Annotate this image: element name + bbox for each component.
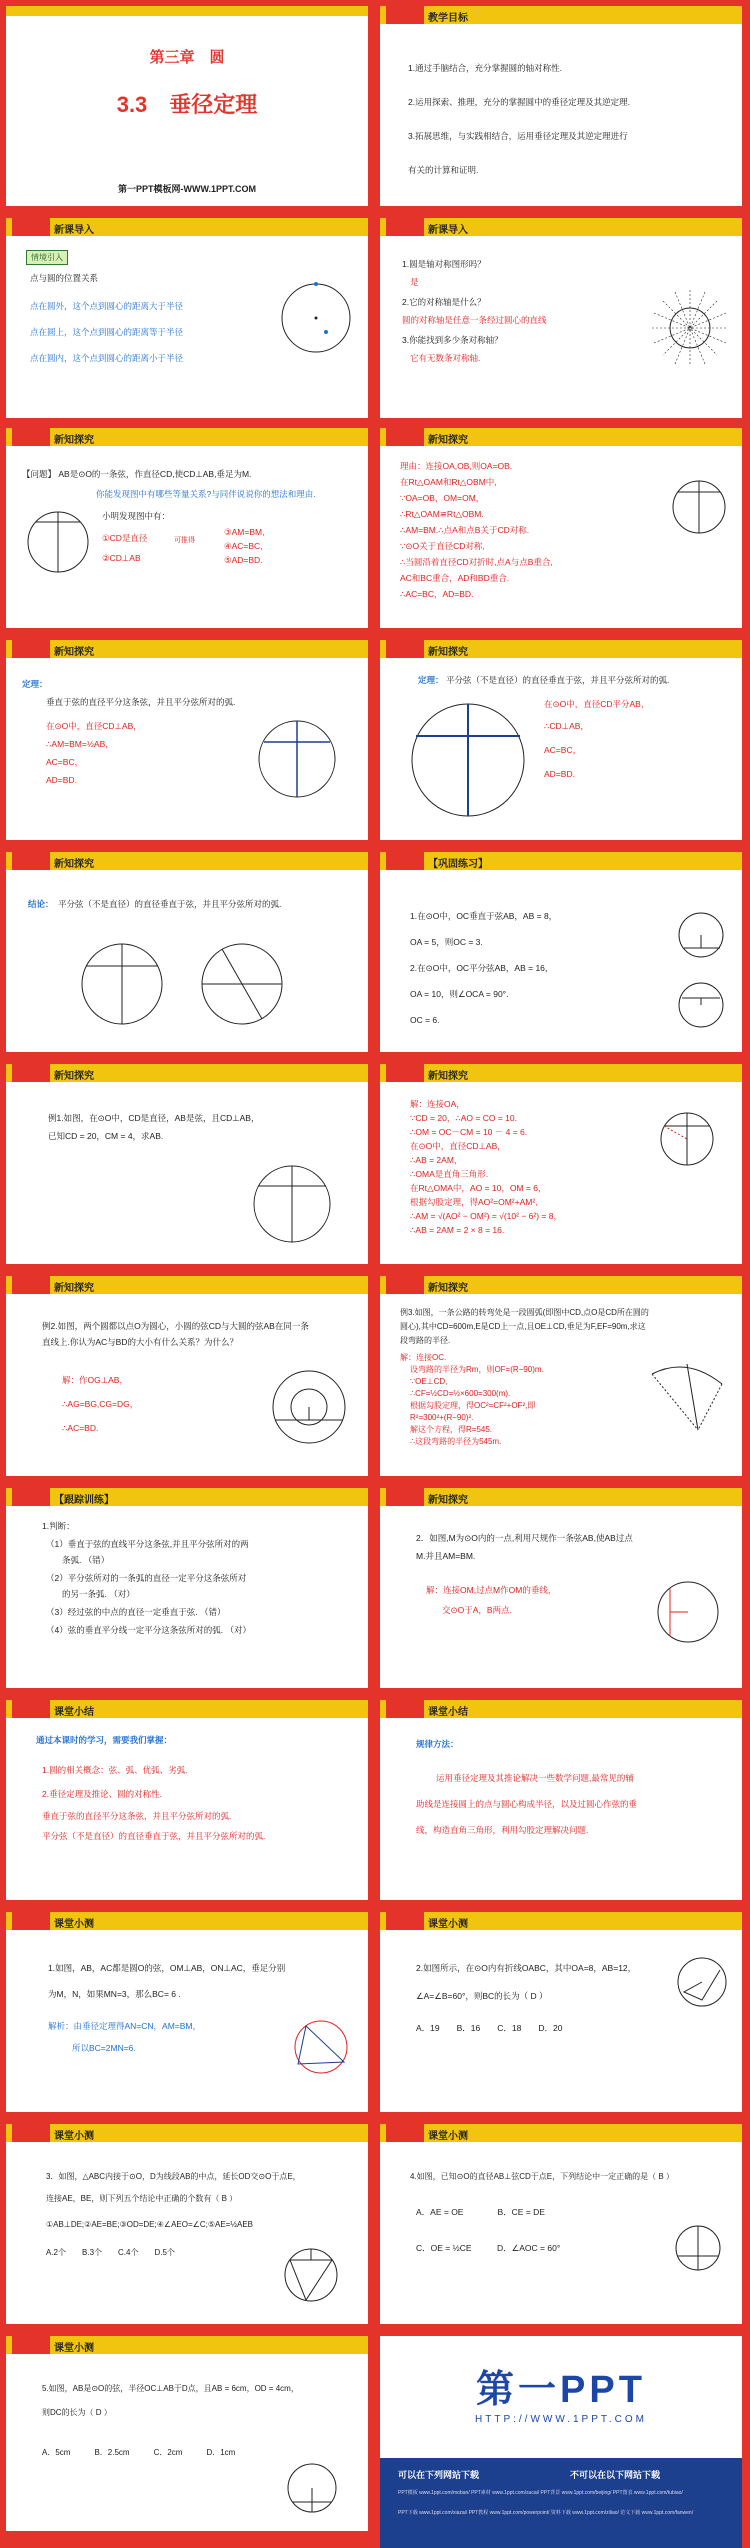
header-bar	[6, 1276, 368, 1294]
circle-figure	[276, 278, 356, 358]
result-1: ③AM=BM,	[224, 527, 265, 537]
converse-line-1: 在⊙O中，直径CD平分AB，	[544, 699, 650, 709]
header-bar	[380, 1276, 742, 1294]
example3-sol-4: ∴CF=½CD=½×600=300(m).	[410, 1389, 511, 1398]
quiz2-options: A．19 B．16 C．18 D．20	[416, 2023, 563, 2033]
quiz3-line-2: 连接AE，BE，则下列五个结论中正确的个数有（ B ）	[46, 2194, 238, 2203]
site-list-2: PPT下载 www.1ppt.com/xiazai/ PPT教程 www.1ppt.com/powerpoint/ 资料下载 www.1ppt.com/ziliao/ 范文下载 www.1ppt.com/fanwen/	[398, 2510, 694, 2516]
allowed-heading: 可以在下列网站下载	[398, 2470, 480, 2480]
reason-line-8: AC和BC重合，AD和BD重合.	[400, 573, 510, 583]
tracking-line-2: （1）垂直于弦的直线平分这条弦,并且平分弦所对的两	[46, 1539, 249, 1549]
slide-header: 新知探究	[54, 1071, 94, 1082]
situation-box: 情境引入	[26, 250, 68, 265]
slide-example-3	[380, 1276, 742, 1476]
solution1-line-1: 解：连接OA，	[410, 1099, 465, 1109]
objective-1: 1.通过手脑结合，充分掌握圆的轴对称性.	[408, 63, 562, 73]
header-bar	[6, 1488, 368, 1506]
top-band	[6, 6, 368, 16]
slide-construction	[380, 1488, 742, 1688]
result-2: ④AC=BC,	[224, 541, 263, 551]
header-bar	[380, 1488, 742, 1506]
conclusion-figure-1	[72, 934, 172, 1034]
reason-line-6: ∵⊙O关于直径CD对称,	[400, 541, 485, 551]
slide-reason	[380, 428, 742, 628]
download-panel	[380, 2458, 742, 2548]
theorem-def: 垂直于弦的直径平分这条弦，并且平分弦所对的弧.	[46, 697, 236, 707]
theorem-figure	[252, 714, 342, 804]
solution1-line-7: 在Rt△OMA中，AO = 10，OM = 6，	[410, 1183, 547, 1193]
methods-line-1: 运用垂径定理及其推论解决一些数学问题,最常见的辅	[436, 1773, 634, 1783]
converse-line-3: AC=BC，	[544, 745, 582, 755]
lesson-title: 3.3 垂径定理	[116, 92, 258, 117]
header-bar	[380, 640, 742, 658]
construction-figure	[650, 1574, 726, 1650]
quiz3-figure	[276, 2240, 346, 2310]
example3-line-2: 圆心),其中CD=600m,E是CD上一点,且OE⊥CD,垂足为F,EF=90m,求这	[400, 1322, 646, 1331]
slide-problem	[6, 428, 368, 628]
solution1-line-6: ∴OMA是直角三角形.	[410, 1169, 489, 1179]
slide-converse	[380, 640, 742, 840]
header-bar	[380, 1700, 742, 1718]
slide-header: 新知探究	[54, 1283, 94, 1294]
slide-header: 新知探究	[428, 435, 468, 446]
infer-arrow: 可推得	[174, 537, 195, 544]
quiz5-figure	[280, 2456, 344, 2520]
quiz1-line-2: 为M，N，如果MN=3，那么BC= 6 .	[48, 1989, 181, 1999]
tracking-line-1: 1.判断：	[42, 1521, 75, 1531]
theorem-line-3: AC=BC，	[46, 757, 84, 767]
tracking-line-4: （2）平分弦所对的一条弧的直径一定平分这条弦所对	[46, 1573, 247, 1583]
practice-figure-1	[674, 908, 728, 962]
reason-line-2: 在Rt△OAM和Rt△OBM中,	[400, 477, 497, 487]
brand-url: HTTP://WWW.1PPT.COM	[475, 2414, 647, 2425]
conclusion-def: 平分弦（不是直径）的直径垂直于弦，并且平分弦所对的弧.	[58, 899, 282, 909]
slide-header: 【巩固练习】	[428, 859, 488, 870]
quiz5-line-2: 则DC的长为（ D ）	[42, 2408, 112, 2417]
summary-lead: 通过本课时的学习，需要我们掌握：	[36, 1735, 173, 1745]
example2-sol-2: ∴AG=BG,CG=DG，	[62, 1399, 139, 1409]
slide-header: 新知探究	[54, 435, 94, 446]
header-bar	[6, 2124, 368, 2142]
slide-example-2	[6, 1276, 368, 1476]
construction-line-1: 2．如图,M为⊙O内的一点,利用尺规作一条弦AB,使AB过点	[416, 1533, 633, 1543]
problem-question: 你能发现图中有哪些等量关系?与同伴说说你的想法和理由.	[96, 489, 316, 499]
header-bar	[6, 428, 368, 446]
slide-conclusion	[6, 852, 368, 1052]
quiz1-sol-2: 所以BC=2MN=6.	[72, 2043, 136, 2053]
example1-line-2: 已知CD = 20，CM = 4，求AB.	[48, 1131, 164, 1141]
construction-sol-1: 解：连接OM,过点M作OM的垂线，	[426, 1585, 557, 1595]
solution1-line-5: ∴AB = 2AM，	[410, 1155, 463, 1165]
logo-area	[380, 2336, 742, 2458]
header-bar	[380, 852, 742, 870]
header-bar	[6, 1064, 368, 1082]
theorem-line-2: ∴AM=BM=½AB，	[46, 739, 114, 749]
slide-objectives	[380, 6, 742, 206]
tracking-line-3: 条弧. （错）	[62, 1555, 110, 1565]
slide-solution-1	[380, 1064, 742, 1264]
conclusion-figure-2	[192, 934, 292, 1034]
conclusion-label: 结论：	[28, 899, 54, 909]
reason-line-7: ∴当圆沿着直径CD对折时,点A与点B重合,	[400, 557, 553, 567]
slide-header: 新知探究	[428, 1283, 468, 1294]
example3-sol-7: 解这个方程，得R=545.	[410, 1425, 493, 1434]
converse-line-2: ∴CD⊥AB，	[544, 721, 589, 731]
reason-line-4: ∴Rt△OAM≌Rt△OBM.	[400, 509, 484, 519]
site-list-1: PPT模板 www.1ppt.com/moban/ PPT素材 www.1ppt.com/sucai/ PPT背景 www.1ppt.com/beijing/ PPT图表 www.1ppt.com/tubiao/	[398, 2490, 683, 2496]
example2-figure	[266, 1364, 352, 1450]
header-bar	[6, 1912, 368, 1930]
objective-3: 3.拓展思维，与实践相结合，运用垂径定理及其逆定理进行	[408, 131, 628, 141]
quiz2-line-2: ∠A=∠B=60°，则BC的长为（ D ）	[416, 1991, 548, 2001]
slide-header: 新知探究	[428, 1495, 468, 1506]
tracking-line-7: （4）弦的垂直平分线一定平分这条弦所对的弧. （对）	[46, 1625, 251, 1635]
slide-header: 课堂小测	[54, 1919, 94, 1930]
disallowed-heading: 不可以在以下网站下载	[570, 2470, 661, 2480]
question-2: 2.它的对称轴是什么？	[402, 297, 486, 307]
objective-3b: 有关的计算和证明.	[408, 165, 479, 175]
header-bar	[380, 218, 742, 236]
header-bar	[6, 218, 368, 236]
example3-sol-3: ∵OE⊥CD,	[410, 1377, 448, 1386]
slide-header: 课堂小结	[428, 1707, 468, 1718]
quiz4-options-1: A．AE = OE B．CE = DE	[416, 2207, 545, 2217]
quiz1-line-1: 1.如图，AB，AC都是圆O的弦，OM⊥AB，ON⊥AC，垂足分别	[48, 1963, 286, 1973]
example3-sol-5: 根据勾股定理，得OC²=CF²+OF²,即	[410, 1401, 536, 1410]
construction-sol-2: 交⊙O于A，B两点.	[442, 1605, 512, 1615]
reason-line-9: ∴AC=BC，AD=BD.	[400, 589, 474, 599]
summary-line-2: 2.垂径定理及推论、圆的对称性.	[42, 1789, 162, 1799]
quiz2-figure	[672, 1952, 732, 2012]
example2-line-1: 例2.如图，两个圆都以点O为圆心，小圆的弦CD与大圆的弦AB在同一条	[42, 1321, 309, 1331]
slide-intro	[6, 218, 368, 418]
slide-header: 课堂小测	[428, 2131, 468, 2142]
construction-line-2: M.并且AM=BM.	[416, 1551, 476, 1561]
slide-quiz-2	[380, 1912, 742, 2112]
slide-header: 新知探究	[428, 1071, 468, 1082]
brand-logo: 第一PPT	[476, 2369, 646, 2411]
slide-practice	[380, 852, 742, 1052]
practice-line-4: OA = 10，则∠OCA = 90°.	[410, 989, 509, 999]
slide-header: 新知探究	[54, 859, 94, 870]
example1-line-1: 例1.如图，在⊙O中，CD是直径，AB是弦，且CD⊥AB，	[48, 1113, 260, 1123]
slide-header: 新课导入	[54, 225, 94, 236]
quiz4-figure	[668, 2218, 728, 2278]
solution1-line-4: 在⊙O中，直径CD⊥AB，	[410, 1141, 506, 1151]
methods-lead: 规律方法：	[416, 1739, 459, 1749]
slide-header: 课堂小测	[428, 1919, 468, 1930]
slide-header: 新课导入	[428, 225, 468, 236]
header-bar	[380, 2124, 742, 2142]
header-bar	[380, 428, 742, 446]
example3-sol-8: ∴这段弯路的半径为545m.	[410, 1437, 502, 1446]
quiz3-conditions: ①AB⊥DE;②AE=BE;③OD=DE;④∠AEO=∠C;⑤AE=½AEB	[46, 2220, 254, 2229]
header-bar	[6, 852, 368, 870]
summary-line-3: 垂直于弦的直径平分这条弦，并且平分弦所对的弧.	[42, 1811, 232, 1821]
question-3: 3.你能找到多少条对称轴？	[402, 335, 503, 345]
header-bar	[380, 1912, 742, 1930]
solution1-line-9: ∴AM = √(AO² − OM²) = √(10² − 6²) = 8，	[410, 1211, 562, 1221]
slide-tracking	[6, 1488, 368, 1688]
slide-methods	[380, 1700, 742, 1900]
example2-sol-3: ∴AC=BD.	[62, 1423, 99, 1433]
answer-2: 圆的对称轴是任意一条经过圆心的直线	[402, 315, 547, 325]
slide-header: 【跟踪训练】	[54, 1495, 114, 1506]
condition-2: ②CD⊥AB	[102, 553, 141, 563]
quiz2-line-1: 2.如图所示，在⊙O内有折线OABC，其中OA=8，AB=12，	[416, 1963, 637, 1973]
converse-def: 平分弦（不是直径）的直径垂直于弦，并且平分弦所对的弧.	[446, 675, 670, 685]
chapter-title: 第三章 圆	[149, 49, 225, 66]
converse-line-4: AD=BD.	[544, 769, 575, 779]
quiz5-line-1: 5.如图，AB是⊙O的弦，半径OC⊥AB于D点，且AB = 6cm，OD = 4cm，	[42, 2384, 299, 2393]
practice-figure-2	[674, 978, 728, 1032]
condition-1: ①CD是直径	[102, 533, 148, 543]
example3-line-3: 段弯路的半径.	[400, 1336, 451, 1345]
example1-figure	[242, 1154, 342, 1254]
intro-inside: 点在圆内，这个点到圆心的距离小于半径	[30, 353, 184, 363]
example3-sol-2: 设弯路的半径为Rm，则OF=(R−90)m.	[410, 1365, 544, 1374]
intro-on: 点在圆上，这个点到圆心的距离等于半径	[30, 327, 184, 337]
slide-theorem	[6, 640, 368, 840]
quiz4-options-2: C．OE = ½CE D．∠AOC = 60°	[416, 2243, 561, 2253]
reason-line-1: 理由：连接OA,OB,则OA=OB.	[400, 461, 513, 471]
reason-line-3: ∵OA=OB，OM=OM，	[400, 493, 485, 503]
quiz5-options: A．5cm B．2.5cm C．2cm D．1cm	[42, 2448, 236, 2457]
converse-label: 定理：	[418, 675, 444, 685]
answer-1: 是	[410, 277, 419, 287]
question-1: 1.圆是轴对称图形吗？	[402, 259, 486, 269]
slide-quiz-4	[380, 2124, 742, 2324]
header-bar	[6, 1700, 368, 1718]
practice-line-1: 1.在⊙O中，OC垂直于弦AB，AB = 8，	[410, 911, 558, 921]
methods-line-2: 助线是连接圆上的点与圆心构成半径，以及过圆心作弦的垂	[416, 1799, 638, 1809]
slide-symmetry	[380, 218, 742, 418]
example3-sol-6: R²=300²+(R−90)².	[410, 1413, 474, 1422]
quiz1-sol-1: 解析：由垂径定理得AN=CN，AM=BM，	[48, 2021, 202, 2031]
slide-example-1	[6, 1064, 368, 1264]
slide-header: 课堂小测	[54, 2343, 94, 2354]
result-3: ⑤AD=BD.	[224, 555, 263, 565]
summary-line-1: 1.圆的相关概念：弦、弧、优弧、劣弧.	[42, 1765, 188, 1775]
solution1-figure	[652, 1104, 722, 1174]
header-bar	[6, 640, 368, 658]
solution1-line-3: ∴OM = OC－CM = 10 － 4 = 6.	[410, 1127, 528, 1137]
summary-line-4: 平分弦（不是直径）的直径垂直于弦，并且平分弦所对的弧.	[42, 1831, 266, 1841]
converse-figure	[398, 688, 538, 838]
slide-summary	[6, 1700, 368, 1900]
slide-branding	[380, 2336, 742, 2548]
example2-line-2: 直线上.你认为AC与BD的大小有什么关系？为什么？	[42, 1337, 238, 1347]
practice-line-5: OC = 6.	[410, 1015, 440, 1025]
example3-sol-1: 解：连接OC.	[400, 1353, 447, 1362]
objective-2: 2.运用探索、推理，充分的掌握圆中的垂径定理及其逆定理.	[408, 97, 630, 107]
site-label: 第一PPT模板网-WWW.1PPT.COM	[118, 184, 256, 194]
example2-sol-1: 解：作OG⊥AB，	[62, 1375, 128, 1385]
slide-header: 新知探究	[428, 647, 468, 658]
slide-header: 新知探究	[54, 647, 94, 658]
intro-line: 点与圆的位置关系	[30, 273, 99, 283]
tracking-line-5: 的另一条弧. （对）	[62, 1589, 135, 1599]
solution1-line-8: 根据勾股定理，得AO²=OM²+AM²,	[410, 1197, 538, 1207]
quiz3-options: A.2个 B.3个 C.4个 D.5个	[46, 2248, 175, 2257]
example3-figure	[642, 1354, 732, 1444]
quiz1-figure	[286, 2012, 356, 2082]
methods-line-3: 线，构造直角三角形，利用勾股定理解决问题.	[416, 1825, 589, 1835]
symmetry-figure	[650, 288, 730, 368]
reason-line-5: ∴AM=BM.∴点A和点B关于CD对称.	[400, 525, 530, 535]
problem-text: 【问题】 AB是⊙O的一条弦，作直径CD,使CD⊥AB,垂足为M.	[22, 469, 252, 479]
practice-line-2: OA = 5，则OC = 3.	[410, 937, 483, 947]
slide-header: 课堂小结	[54, 1707, 94, 1718]
reason-figure	[664, 472, 734, 542]
header-bar	[380, 1064, 742, 1082]
header-bar	[380, 6, 742, 24]
theorem-line-1: 在⊙O中，直径CD⊥AB，	[46, 721, 142, 731]
quiz4-line-1: 4.如图，已知⊙O的直径AB⊥弦CD于点E，下列结论中一定正确的是（ B ）	[410, 2172, 674, 2181]
theorem-label: 定理：	[22, 679, 48, 689]
slide-cover	[6, 6, 368, 206]
example3-line-1: 例3.如图，一条公路的转弯处是一段圆弧(即图中CD,点O是CD所在圆的	[400, 1308, 649, 1317]
header-bar	[6, 2336, 368, 2354]
found-label: 小明发现图中有：	[102, 511, 171, 521]
quiz3-line-1: 3．如图，△ABC内接于⊙O，D为线段AB的中点，延长OD交⊙O于点E，	[46, 2172, 301, 2181]
diameter-figure	[18, 504, 98, 580]
slide-header: 教学目标	[428, 13, 468, 24]
tracking-line-6: （3）经过弦的中点的直径一定垂直于弦. （错）	[46, 1607, 226, 1617]
solution1-line-10: ∴AB = 2AM = 2 × 8 = 16.	[410, 1225, 505, 1235]
slide-header: 课堂小测	[54, 2131, 94, 2142]
theorem-line-4: AD=BD.	[46, 775, 77, 785]
intro-outside: 点在圆外，这个点到圆心的距离大于半径	[30, 301, 184, 311]
answer-3: 它有无数条对称轴.	[410, 353, 481, 363]
slide-quiz-3	[6, 2124, 368, 2324]
practice-line-3: 2.在⊙O中，OC平分弦AB，AB = 16，	[410, 963, 554, 973]
solution1-line-2: ∵CD = 20，∴AO = CO = 10.	[410, 1113, 517, 1123]
slide-quiz-5	[6, 2336, 368, 2531]
slide-quiz-1	[6, 1912, 368, 2112]
